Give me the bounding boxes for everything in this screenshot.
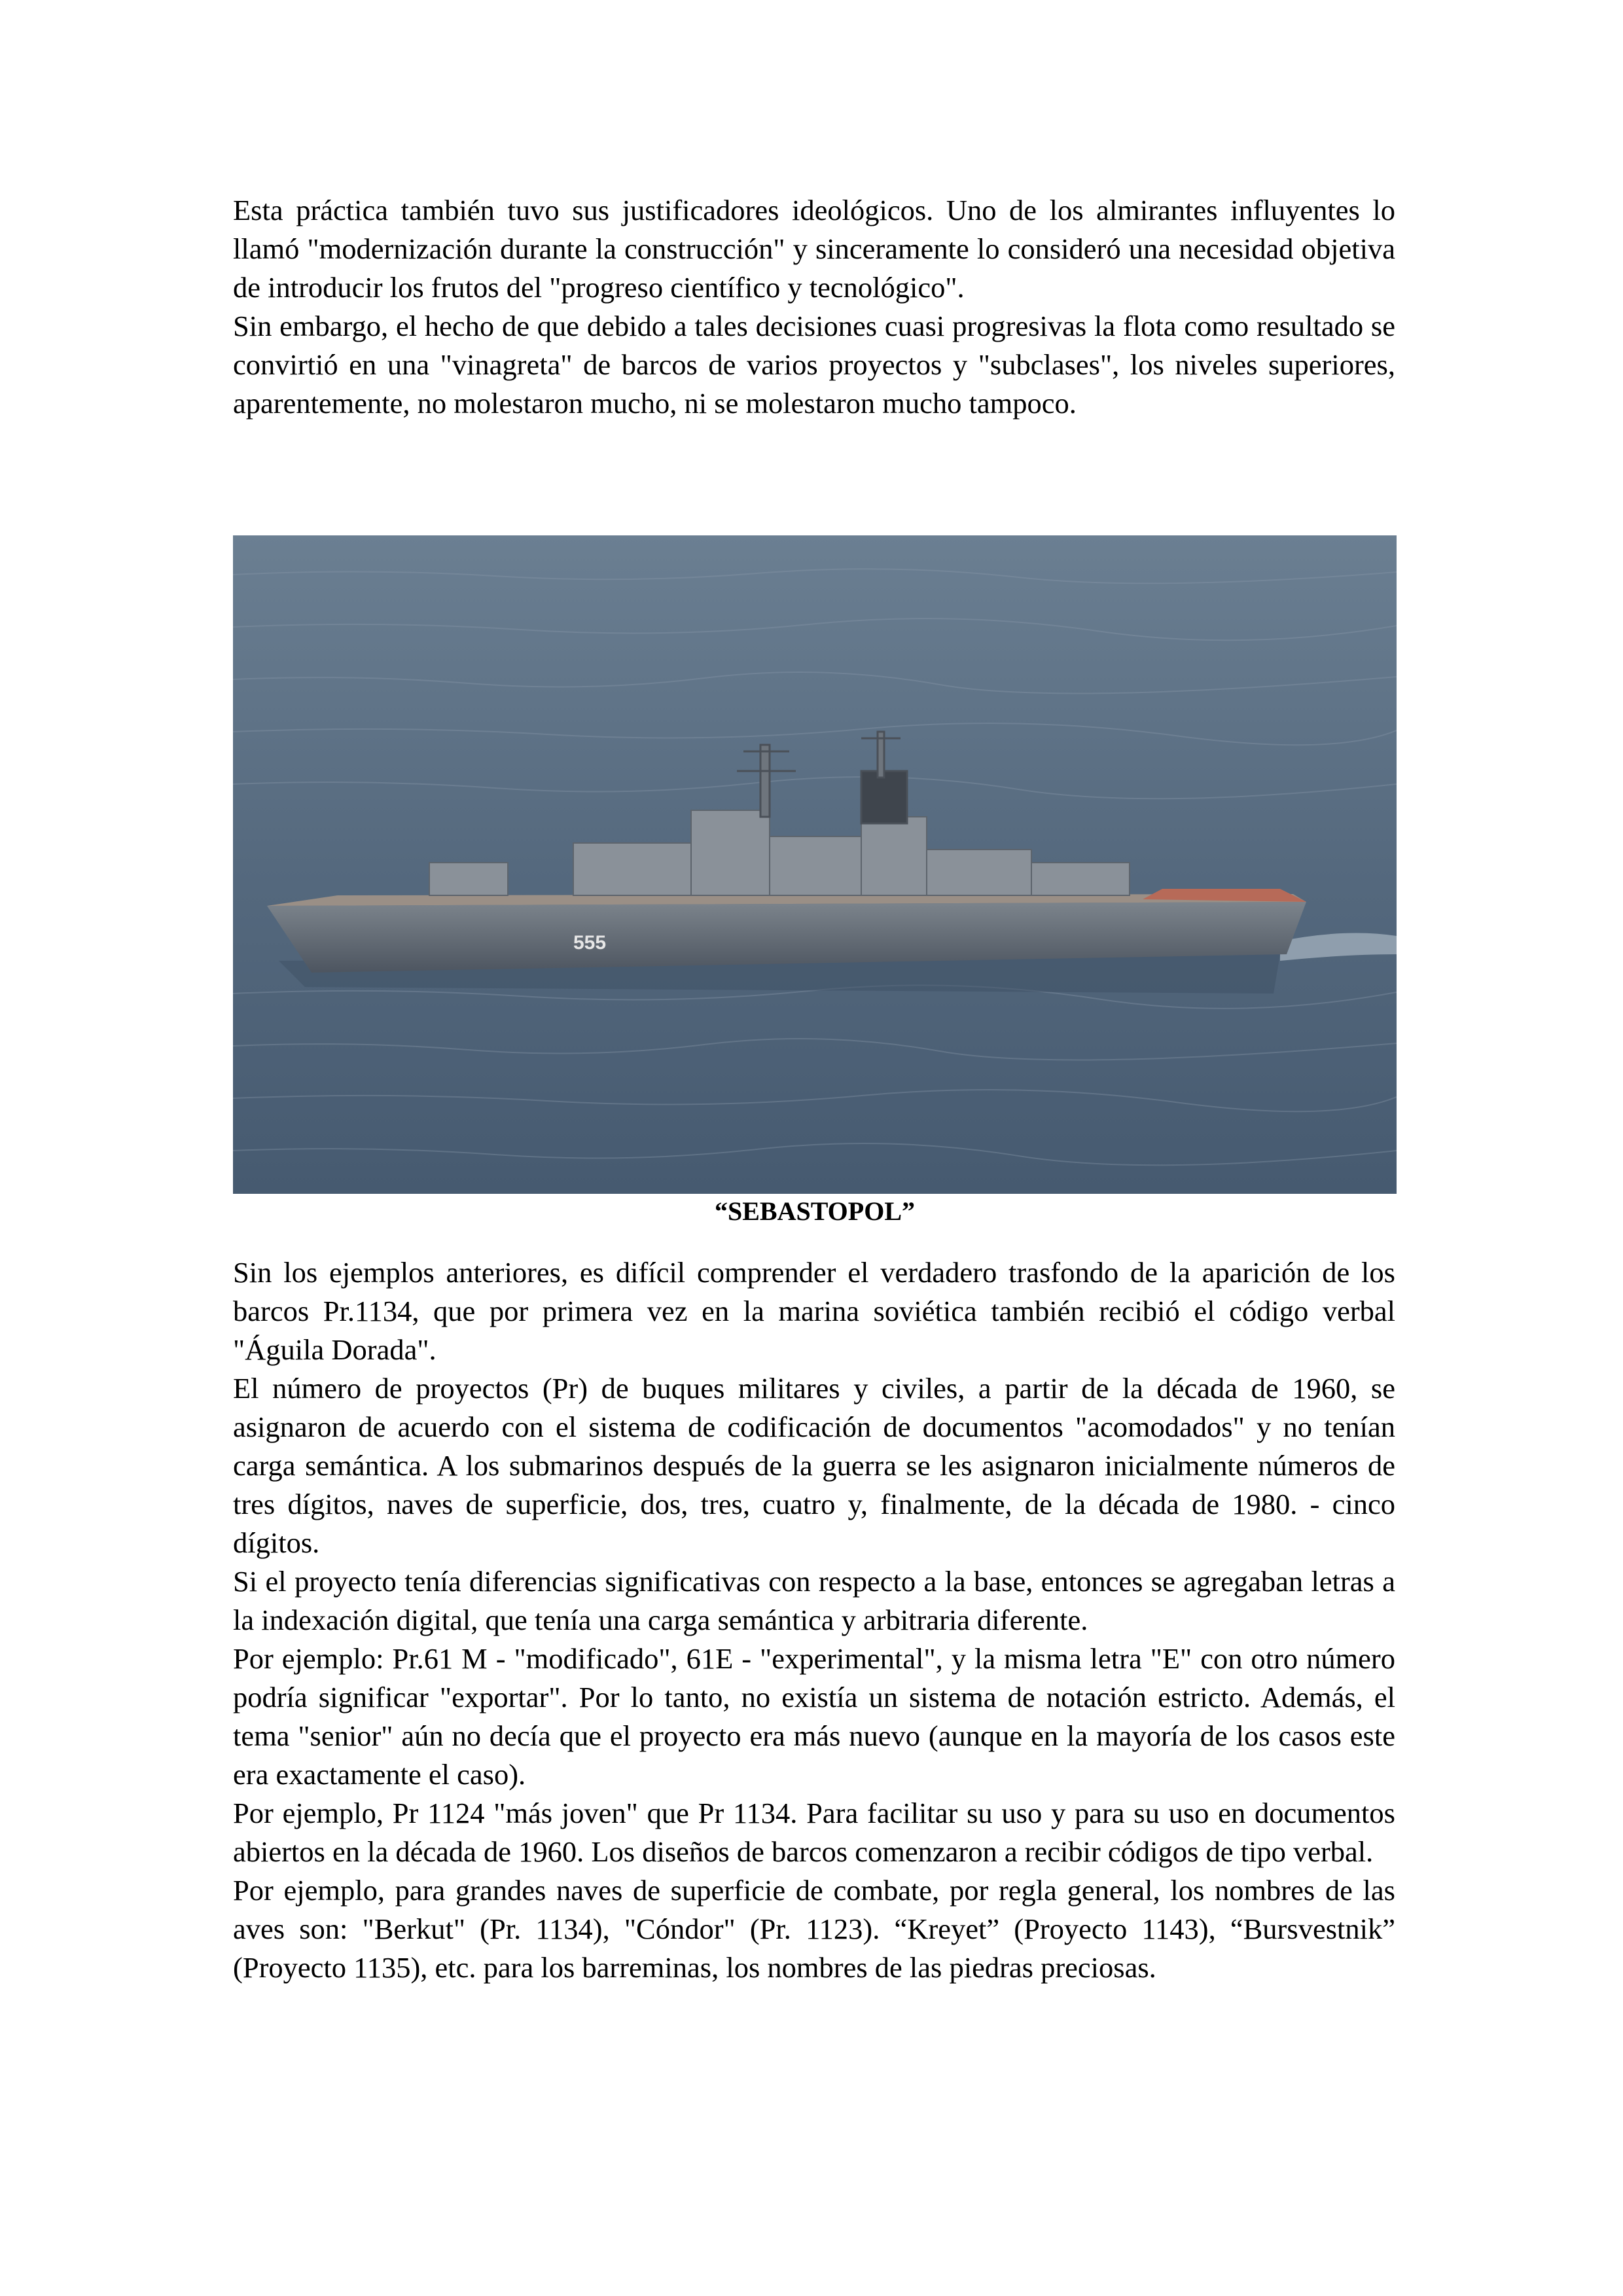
paragraph: Por ejemplo, Pr 1124 "más joven" que Pr 1134. Para facilitar su uso y para su uso en documentos abiertos en la década de 1960. Los diseños de barcos comenzaron a recibir códigos de tipo verbal. [233,1797,1395,1868]
paragraph: Por ejemplo: Pr.61 M - "modificado", 61E - "experimental", y la misma letra "E" con otro número podría significar "exportar". Por lo tanto, no existía un sistema de notación estricto. Además, el tema "senior" aún no decía que el proyecto era más nuevo (aunque en la mayoría de los casos este era exactamente el caso). [233,1642,1395,1791]
text-block-top [233,191,1395,423]
hull-number: 555 [573,932,607,954]
paragraph: Sin embargo, el hecho de que debido a tales decisiones cuasi progresivas la flota como resultado se convirtió en una "vinagreta" de barcos de varios proyectos y "subclases", los niveles superiores, aparentemente, no molestaron mucho, ni se molestaron mucho tampoco. [233,310,1395,420]
ship-photo [233,535,1397,1194]
text-block-bottom [233,1253,1395,1987]
paragraph: Esta práctica también tuvo sus justificadores ideológicos. Uno de los almirantes influyentes lo llamó "modernización durante la construcción" y sinceramente lo consideró una necesidad objetiva de introducir los frutos del "progreso científico y tecnológico". [233,194,1395,304]
paragraph: Por ejemplo, para grandes naves de superficie de combate, por regla general, los nombres de las aves son: "Berkut" (Pr. 1134), "Cóndor" (Pr. 1123). “Kreyet” (Proyecto 1143), “Bursvestnik” (Proyecto 1135), etc. para los barreminas, los nombres de las piedras preciosas. [233,1874,1395,1984]
paragraph: Si el proyecto tenía diferencias significativas con respecto a la base, entonces se agregaban letras a la indexación digital, que tenía una carga semántica y arbitraria diferente. [233,1565,1395,1636]
paragraph: El número de proyectos (Pr) de buques militares y civiles, a partir de la década de 1960, se asignaron de acuerdo con el sistema de codificación de documentos "acomodados" y no tenían carga semántica. A los submarinos después de la guerra se les asignaron inicialmente números de tres dígitos, naves de superficie, dos, tres, cuatro y, finalmente, de la década de 1980. - cinco dígitos. [233,1372,1395,1559]
paragraph: Sin los ejemplos anteriores, es difícil comprender el verdadero trasfondo de la aparición de los barcos Pr.1134, que por primera vez en la marina soviética también recibió el código verbal "Águila Dorada". [233,1256,1395,1366]
figure-caption: “SEBASTOPOL” [714,1196,916,1226]
